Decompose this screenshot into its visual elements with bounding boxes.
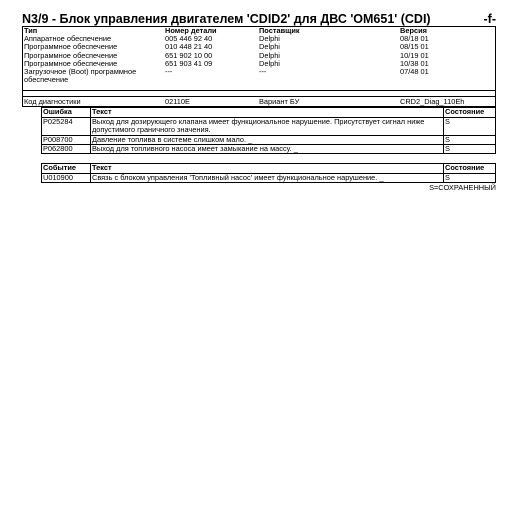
col-fault: Ошибка <box>42 108 91 117</box>
part-supplier: Delphi <box>259 42 280 52</box>
parts-table <box>22 26 496 97</box>
events-table <box>41 163 496 183</box>
diagnostic-code: 02110E <box>165 97 190 107</box>
col-state: Состояние <box>444 108 496 117</box>
page-title: N3/9 - Блок управления двигателем 'CDID2' для ДВС 'OM651' (CDI) <box>22 12 431 26</box>
part-type: Программное обеспечение <box>24 50 118 60</box>
title-flag: -f- <box>483 12 496 26</box>
diagnostic-code-label: Код диагностики <box>24 97 81 107</box>
spacer <box>22 154 496 163</box>
col-supplier: Поставщик <box>259 26 300 35</box>
part-version: 08/18 01 <box>400 34 429 44</box>
fault-text: Давление топлива в системе слишком мало. _ <box>91 135 444 144</box>
col-type: Тип <box>24 26 38 35</box>
report <box>22 12 496 192</box>
event-code: U010900 <box>42 173 91 182</box>
col-text: Текст <box>91 164 444 173</box>
part-number: 651 903 41 09 <box>165 58 213 68</box>
table-row <box>42 117 496 135</box>
col-part-number: Номер детали <box>165 26 217 35</box>
variant-label: Вариант БУ <box>259 97 300 107</box>
spacer <box>23 91 495 96</box>
part-number: 010 448 21 40 <box>165 42 213 52</box>
col-state: Состояние <box>444 164 496 173</box>
part-number: --- <box>165 67 173 77</box>
part-type: Аппаратное обеспечение <box>24 34 112 44</box>
state-legend: S=СОХРАНЕННЫЙ <box>429 183 496 193</box>
part-supplier: Delphi <box>259 50 280 60</box>
col-text: Текст <box>91 108 444 117</box>
variant-value: CRD2_Diag_110Eh <box>400 97 465 107</box>
fault-text: Выход для дозирующего клапана имеет функциональное нарушение. Присутствует сигнал ниже допустимого граничного значения. <box>91 117 444 135</box>
part-number: 005 446 92 40 <box>165 34 213 44</box>
fault-code: P062800 <box>42 145 91 154</box>
part-version: 08/15 01 <box>400 42 429 52</box>
part-type: Программное обеспечение <box>24 58 118 68</box>
fault-code: P025284 <box>42 117 91 135</box>
faults-header <box>42 108 496 117</box>
events-header <box>42 164 496 173</box>
fault-state: S <box>444 135 496 144</box>
part-supplier: Delphi <box>259 34 280 44</box>
divider <box>23 84 495 91</box>
table-row <box>42 173 496 182</box>
table-row <box>42 145 496 154</box>
fault-state: S <box>444 117 496 135</box>
part-supplier: Delphi <box>259 58 280 68</box>
fault-code: P008700 <box>42 135 91 144</box>
col-version: Версия <box>400 26 427 35</box>
table-row <box>23 68 495 84</box>
fault-state: S <box>444 145 496 154</box>
part-version: 07/48 01 <box>400 67 429 77</box>
title-row <box>22 12 496 26</box>
event-text: Связь с блоком управления 'Топливный насос' имеет функциональное нарушение. _ <box>91 173 444 182</box>
part-type: Загрузочное (Boot) программное обеспечение <box>24 67 137 85</box>
diagnostics-row <box>22 97 496 107</box>
part-supplier: --- <box>259 67 267 77</box>
part-type: Программное обеспечение <box>24 42 118 52</box>
fault-text: Выход для топливного насоса имеет замыкание на массу. _ <box>91 145 444 154</box>
part-version: 10/19 01 <box>400 50 429 60</box>
part-number: 651 902 10 00 <box>165 50 213 60</box>
part-version: 10/38 01 <box>400 58 429 68</box>
event-state: S <box>444 173 496 182</box>
faults-table <box>41 107 496 154</box>
col-event: Событие <box>42 164 91 173</box>
